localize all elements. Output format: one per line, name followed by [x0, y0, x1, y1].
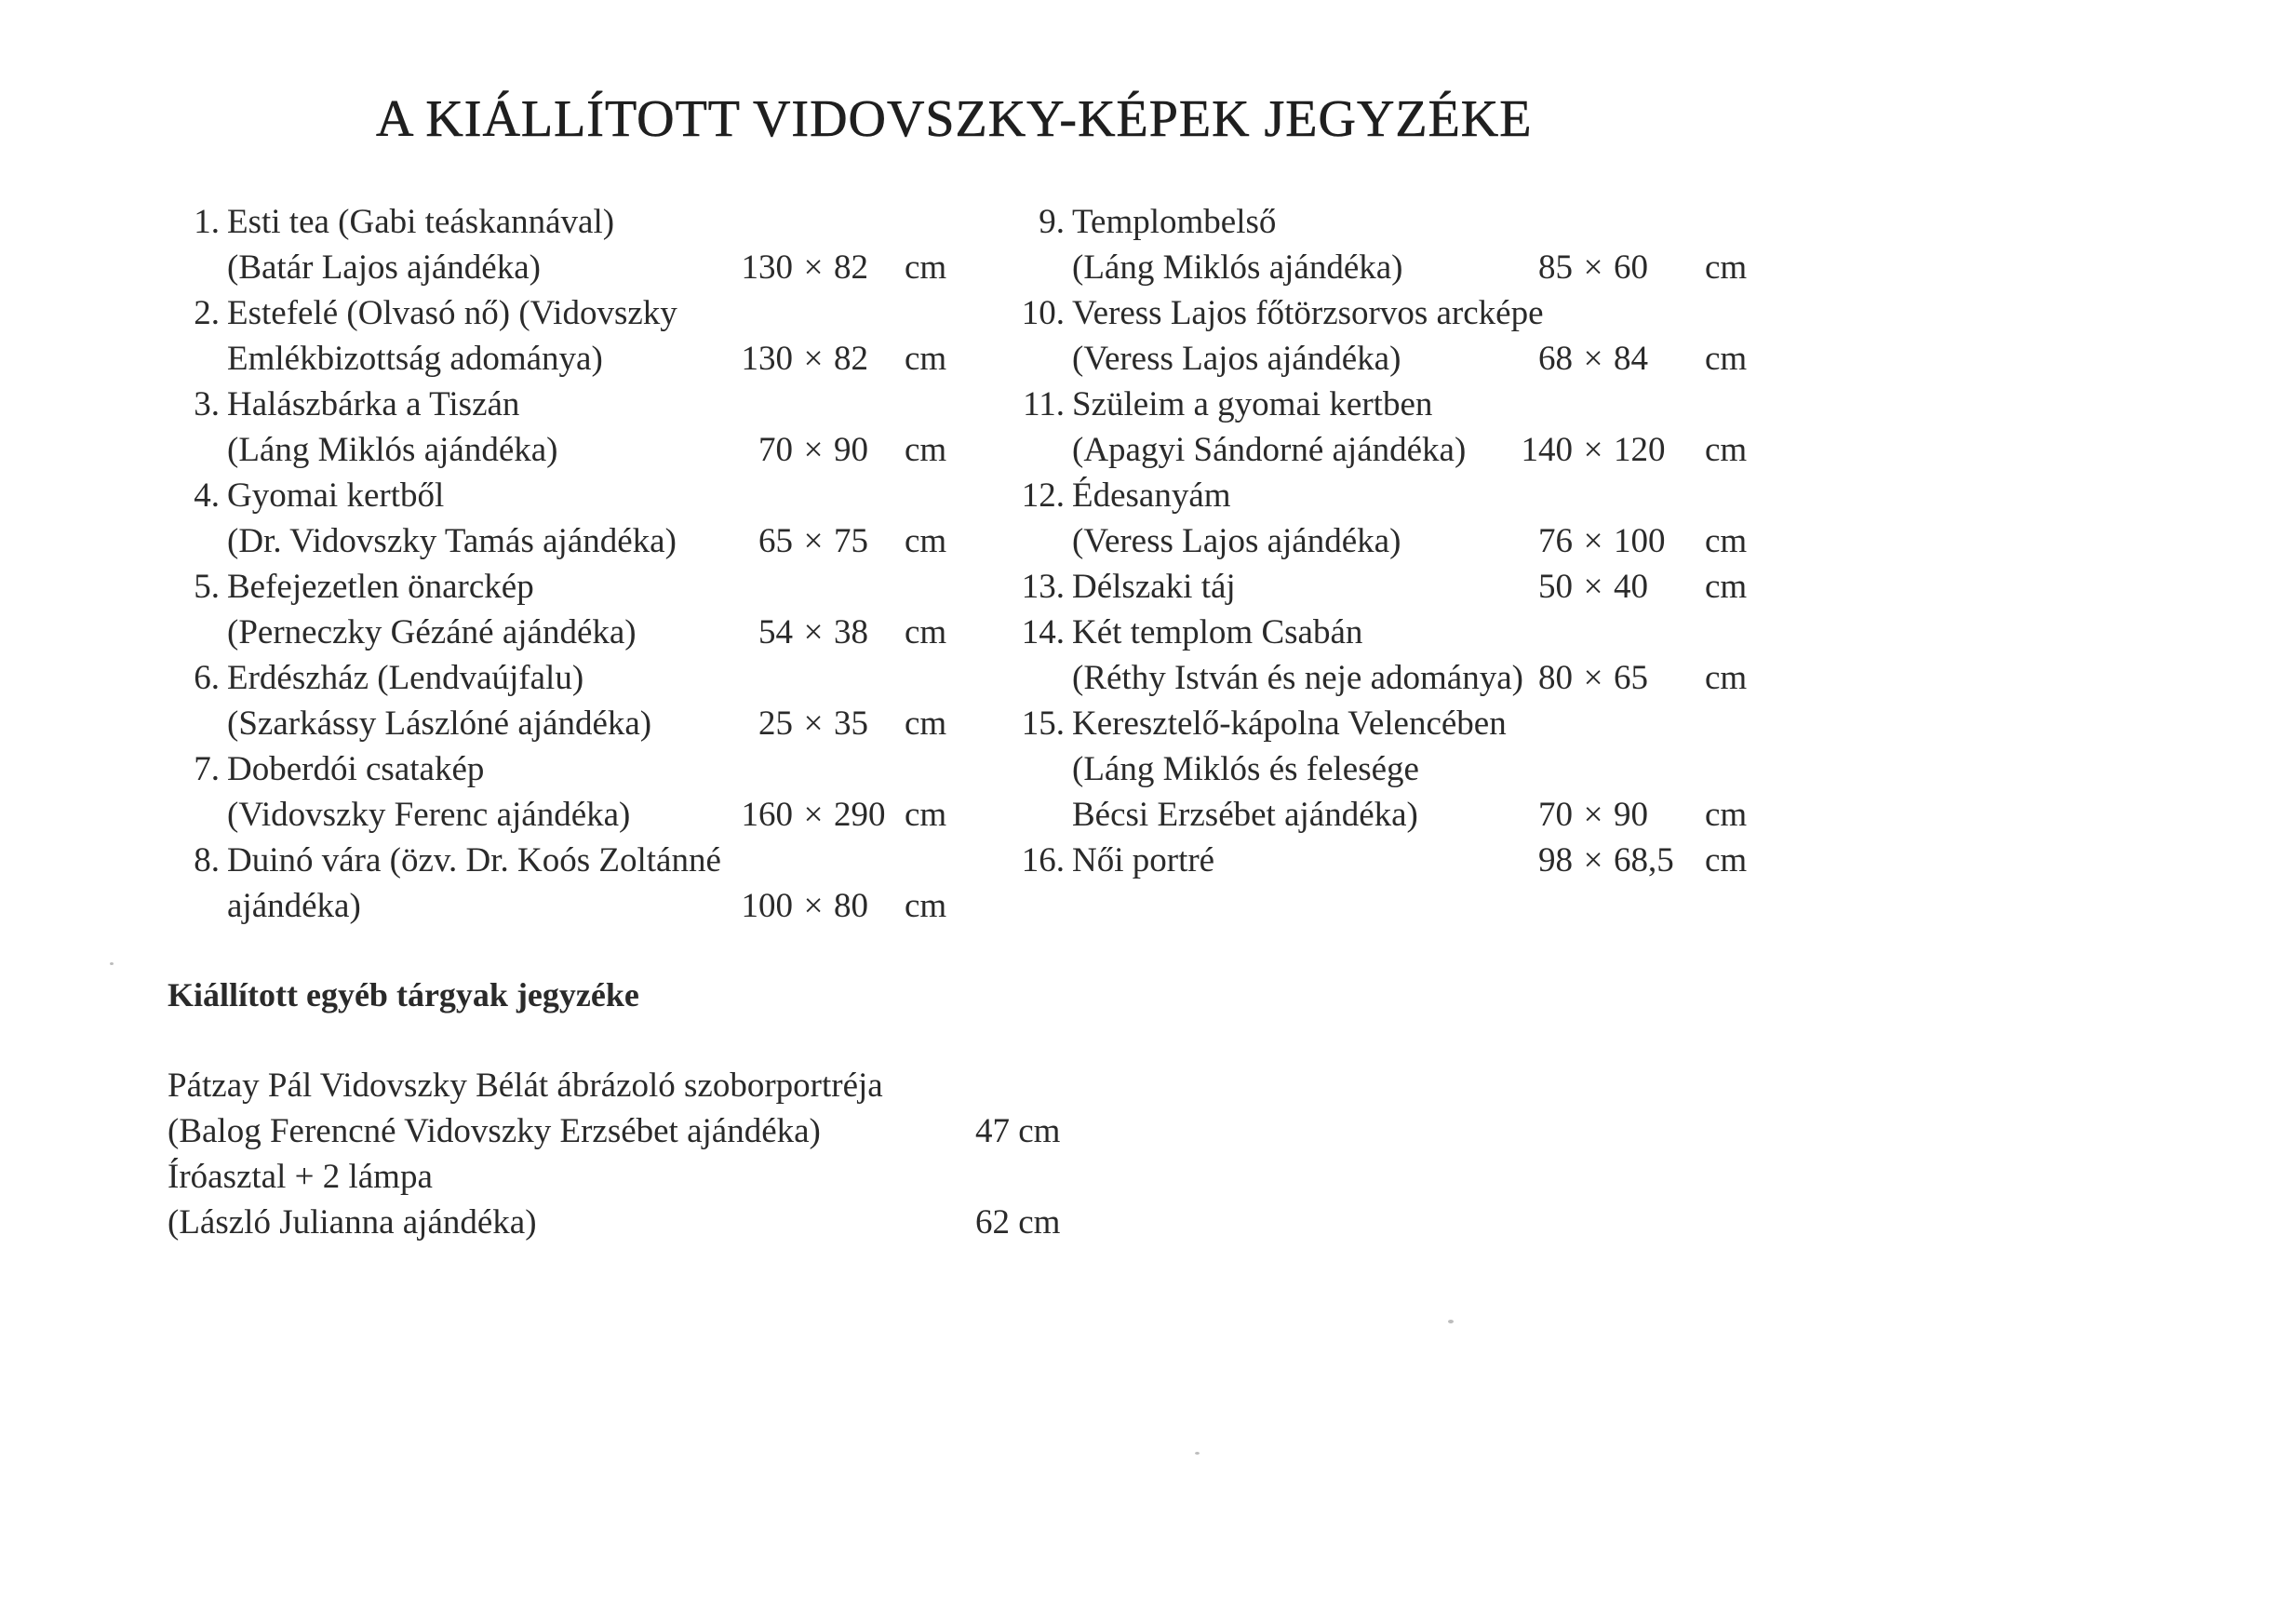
entry-number: 14. — [1021, 613, 1065, 651]
entry-dimensions — [1496, 564, 1761, 610]
entry-dimensions — [1496, 245, 1761, 290]
entry-text: (Veress Lajos ajándéka) — [1072, 340, 1401, 378]
entry-text: Két templom Csabán — [1072, 613, 1363, 651]
entry-number: 6. — [194, 659, 220, 697]
dimension-width: 140 — [1521, 431, 1573, 469]
other-item-text: Íróasztal + 2 lámpa — [168, 1158, 433, 1196]
entry-text: (Dr. Vidovszky Tamás ajándéka) — [227, 522, 677, 560]
dimension-height: 80 — [834, 887, 868, 925]
dimension-unit: cm — [1705, 568, 1748, 606]
entry-number: 5. — [194, 568, 220, 606]
times-sign: × — [1583, 796, 1603, 834]
entry-text: Gyomai kertből — [227, 476, 445, 515]
entry-text: (Batár Lajos ajándéka) — [227, 248, 541, 287]
entry-number: 7. — [194, 750, 220, 788]
entry-dimensions — [1496, 792, 1761, 838]
entry-text: (Láng Miklós ajándéka) — [1072, 248, 1403, 287]
times-sign: × — [803, 248, 824, 287]
dimension-height: 120 — [1614, 431, 1666, 469]
entry-text: Doberdói csatakép — [227, 750, 485, 788]
dimension-unit: cm — [905, 431, 947, 469]
entry-text: ajándéka) — [227, 887, 361, 925]
entry-number: 12. — [1021, 476, 1065, 515]
times-sign: × — [1583, 248, 1603, 287]
entry-text: Duinó vára (özv. Dr. Koós Zoltánné — [227, 841, 721, 879]
times-sign: × — [803, 431, 824, 469]
dimension-width: 85 — [1538, 248, 1573, 287]
entry-number: 3. — [194, 385, 220, 423]
entry-number: 10. — [1021, 294, 1065, 332]
dimension-height: 90 — [834, 431, 868, 469]
entry-text: Estefelé (Olvasó nő) (Vidovszky — [227, 294, 677, 332]
dimension-unit: cm — [1705, 431, 1748, 469]
entry-number: 13. — [1021, 568, 1065, 606]
entry-dimensions — [717, 701, 960, 746]
dimension-width: 80 — [1538, 659, 1573, 697]
entry-text: (Láng Miklós ajándéka) — [227, 431, 558, 469]
times-sign: × — [803, 522, 824, 560]
entry-dimensions — [717, 245, 960, 290]
entry-dimensions — [717, 883, 960, 929]
other-item-size: 62 cm — [975, 1203, 1061, 1241]
entry-number: 1. — [194, 203, 220, 241]
dimension-unit: cm — [1705, 522, 1748, 560]
entry-text: Emlékbizottság adománya) — [227, 340, 603, 378]
entry-dimensions — [717, 336, 960, 382]
entry-text: Női portré — [1072, 841, 1215, 879]
entry-text: Keresztelő-kápolna Velencében — [1072, 705, 1507, 743]
dimension-height: 290 — [834, 796, 886, 834]
entry-number: 9. — [1039, 203, 1065, 241]
paper-speck — [1448, 1320, 1454, 1323]
entry-text: Bécsi Erzsébet ajándéka) — [1072, 796, 1418, 834]
times-sign: × — [1583, 841, 1603, 879]
dimension-unit: cm — [1705, 841, 1748, 879]
entry-text: (Szarkássy Lászlóné ajándéka) — [227, 705, 652, 743]
other-items-heading: Kiállított egyéb tárgyak jegyzéke — [168, 976, 639, 1013]
dimension-height: 65 — [1614, 659, 1648, 697]
dimension-height: 82 — [834, 340, 868, 378]
other-item-text: (Balog Ferencné Vidovszky Erzsébet ajándéka) — [168, 1112, 821, 1150]
dimension-width: 65 — [758, 522, 793, 560]
entry-text: Délszaki táj — [1072, 568, 1236, 606]
dimension-width: 54 — [758, 613, 793, 651]
entry-number: 4. — [194, 476, 220, 515]
entry-text: (Láng Miklós és felesége — [1072, 750, 1419, 788]
paper-speck — [1195, 1452, 1200, 1455]
other-item-size: 47 cm — [975, 1112, 1061, 1150]
dimension-width: 68 — [1538, 340, 1573, 378]
entry-dimensions — [1496, 336, 1761, 382]
dimension-height: 90 — [1614, 796, 1648, 834]
dimension-unit: cm — [1705, 248, 1748, 287]
times-sign: × — [1583, 659, 1603, 697]
dimension-width: 130 — [741, 340, 793, 378]
times-sign: × — [1583, 431, 1603, 469]
entry-text: (Vidovszky Ferenc ajándéka) — [227, 796, 631, 834]
entry-text: Szüleim a gyomai kertben — [1072, 385, 1433, 423]
dimension-height: 35 — [834, 705, 868, 743]
dimension-unit: cm — [905, 887, 947, 925]
dimension-width: 70 — [758, 431, 793, 469]
entry-number: 15. — [1021, 705, 1065, 743]
times-sign: × — [803, 887, 824, 925]
dimension-height: 82 — [834, 248, 868, 287]
dimension-width: 70 — [1538, 796, 1573, 834]
paper-speck — [110, 962, 114, 965]
times-sign: × — [803, 705, 824, 743]
dimension-height: 40 — [1614, 568, 1648, 606]
entry-dimensions — [1496, 838, 1761, 883]
dimension-width: 98 — [1538, 841, 1573, 879]
times-sign: × — [1583, 340, 1603, 378]
dimension-width: 50 — [1538, 568, 1573, 606]
dimension-width: 76 — [1538, 522, 1573, 560]
entry-dimensions — [1496, 518, 1761, 564]
dimension-width: 160 — [741, 796, 793, 834]
entry-number: 8. — [194, 841, 220, 879]
dimension-unit: cm — [905, 613, 947, 651]
entry-text: (Apagyi Sándorné ajándéka) — [1072, 431, 1467, 469]
dimension-height: 68,5 — [1614, 841, 1674, 879]
entry-number: 2. — [194, 294, 220, 332]
times-sign: × — [1583, 522, 1603, 560]
entry-text: (Veress Lajos ajándéka) — [1072, 522, 1401, 560]
dimension-unit: cm — [1705, 659, 1748, 697]
dimension-unit: cm — [905, 522, 947, 560]
entry-number: 16. — [1021, 841, 1065, 879]
times-sign: × — [803, 613, 824, 651]
times-sign: × — [803, 796, 824, 834]
dimension-unit: cm — [1705, 340, 1748, 378]
entry-text: (Perneczky Gézáné ajándéka) — [227, 613, 637, 651]
entry-text: Erdészház (Lendvaújfalu) — [227, 659, 584, 697]
dimension-height: 84 — [1614, 340, 1648, 378]
dimension-width: 25 — [758, 705, 793, 743]
entry-text: Halászbárka a Tiszán — [227, 385, 520, 423]
entry-text: Édesanyám — [1072, 476, 1231, 515]
entry-text: Templombelső — [1072, 203, 1277, 241]
dimension-height: 38 — [834, 613, 868, 651]
dimension-unit: cm — [905, 705, 947, 743]
dimension-width: 100 — [741, 887, 793, 925]
dimension-unit: cm — [905, 248, 947, 287]
entry-number: 11. — [1023, 385, 1065, 423]
dimension-height: 100 — [1614, 522, 1666, 560]
dimension-height: 60 — [1614, 248, 1648, 287]
dimension-unit: cm — [905, 796, 947, 834]
page-title: A KIÁLLÍTOTT VIDOVSZKY-KÉPEK JEGYZÉKE — [376, 90, 1533, 148]
dimension-unit: cm — [905, 340, 947, 378]
entry-dimensions — [717, 610, 960, 655]
entry-text: Esti tea (Gabi teáskannával) — [227, 203, 615, 241]
times-sign: × — [803, 340, 824, 378]
other-item-text: Pátzay Pál Vidovszky Bélát ábrázoló szoborportréja — [168, 1067, 883, 1105]
entry-text: (Réthy István és neje adománya) — [1072, 659, 1523, 697]
entry-dimensions — [1496, 427, 1761, 473]
dimension-width: 130 — [741, 248, 793, 287]
other-item-text: (László Julianna ajándéka) — [168, 1203, 537, 1241]
dimension-height: 75 — [834, 522, 868, 560]
entry-dimensions — [717, 792, 960, 838]
entry-dimensions — [717, 427, 960, 473]
dimension-unit: cm — [1705, 796, 1748, 834]
entry-text: Befejezetlen önarckép — [227, 568, 534, 606]
times-sign: × — [1583, 568, 1603, 606]
entry-dimensions — [717, 518, 960, 564]
entry-dimensions — [1496, 655, 1761, 701]
entry-text: Veress Lajos főtörzsorvos arcképe — [1072, 294, 1544, 332]
